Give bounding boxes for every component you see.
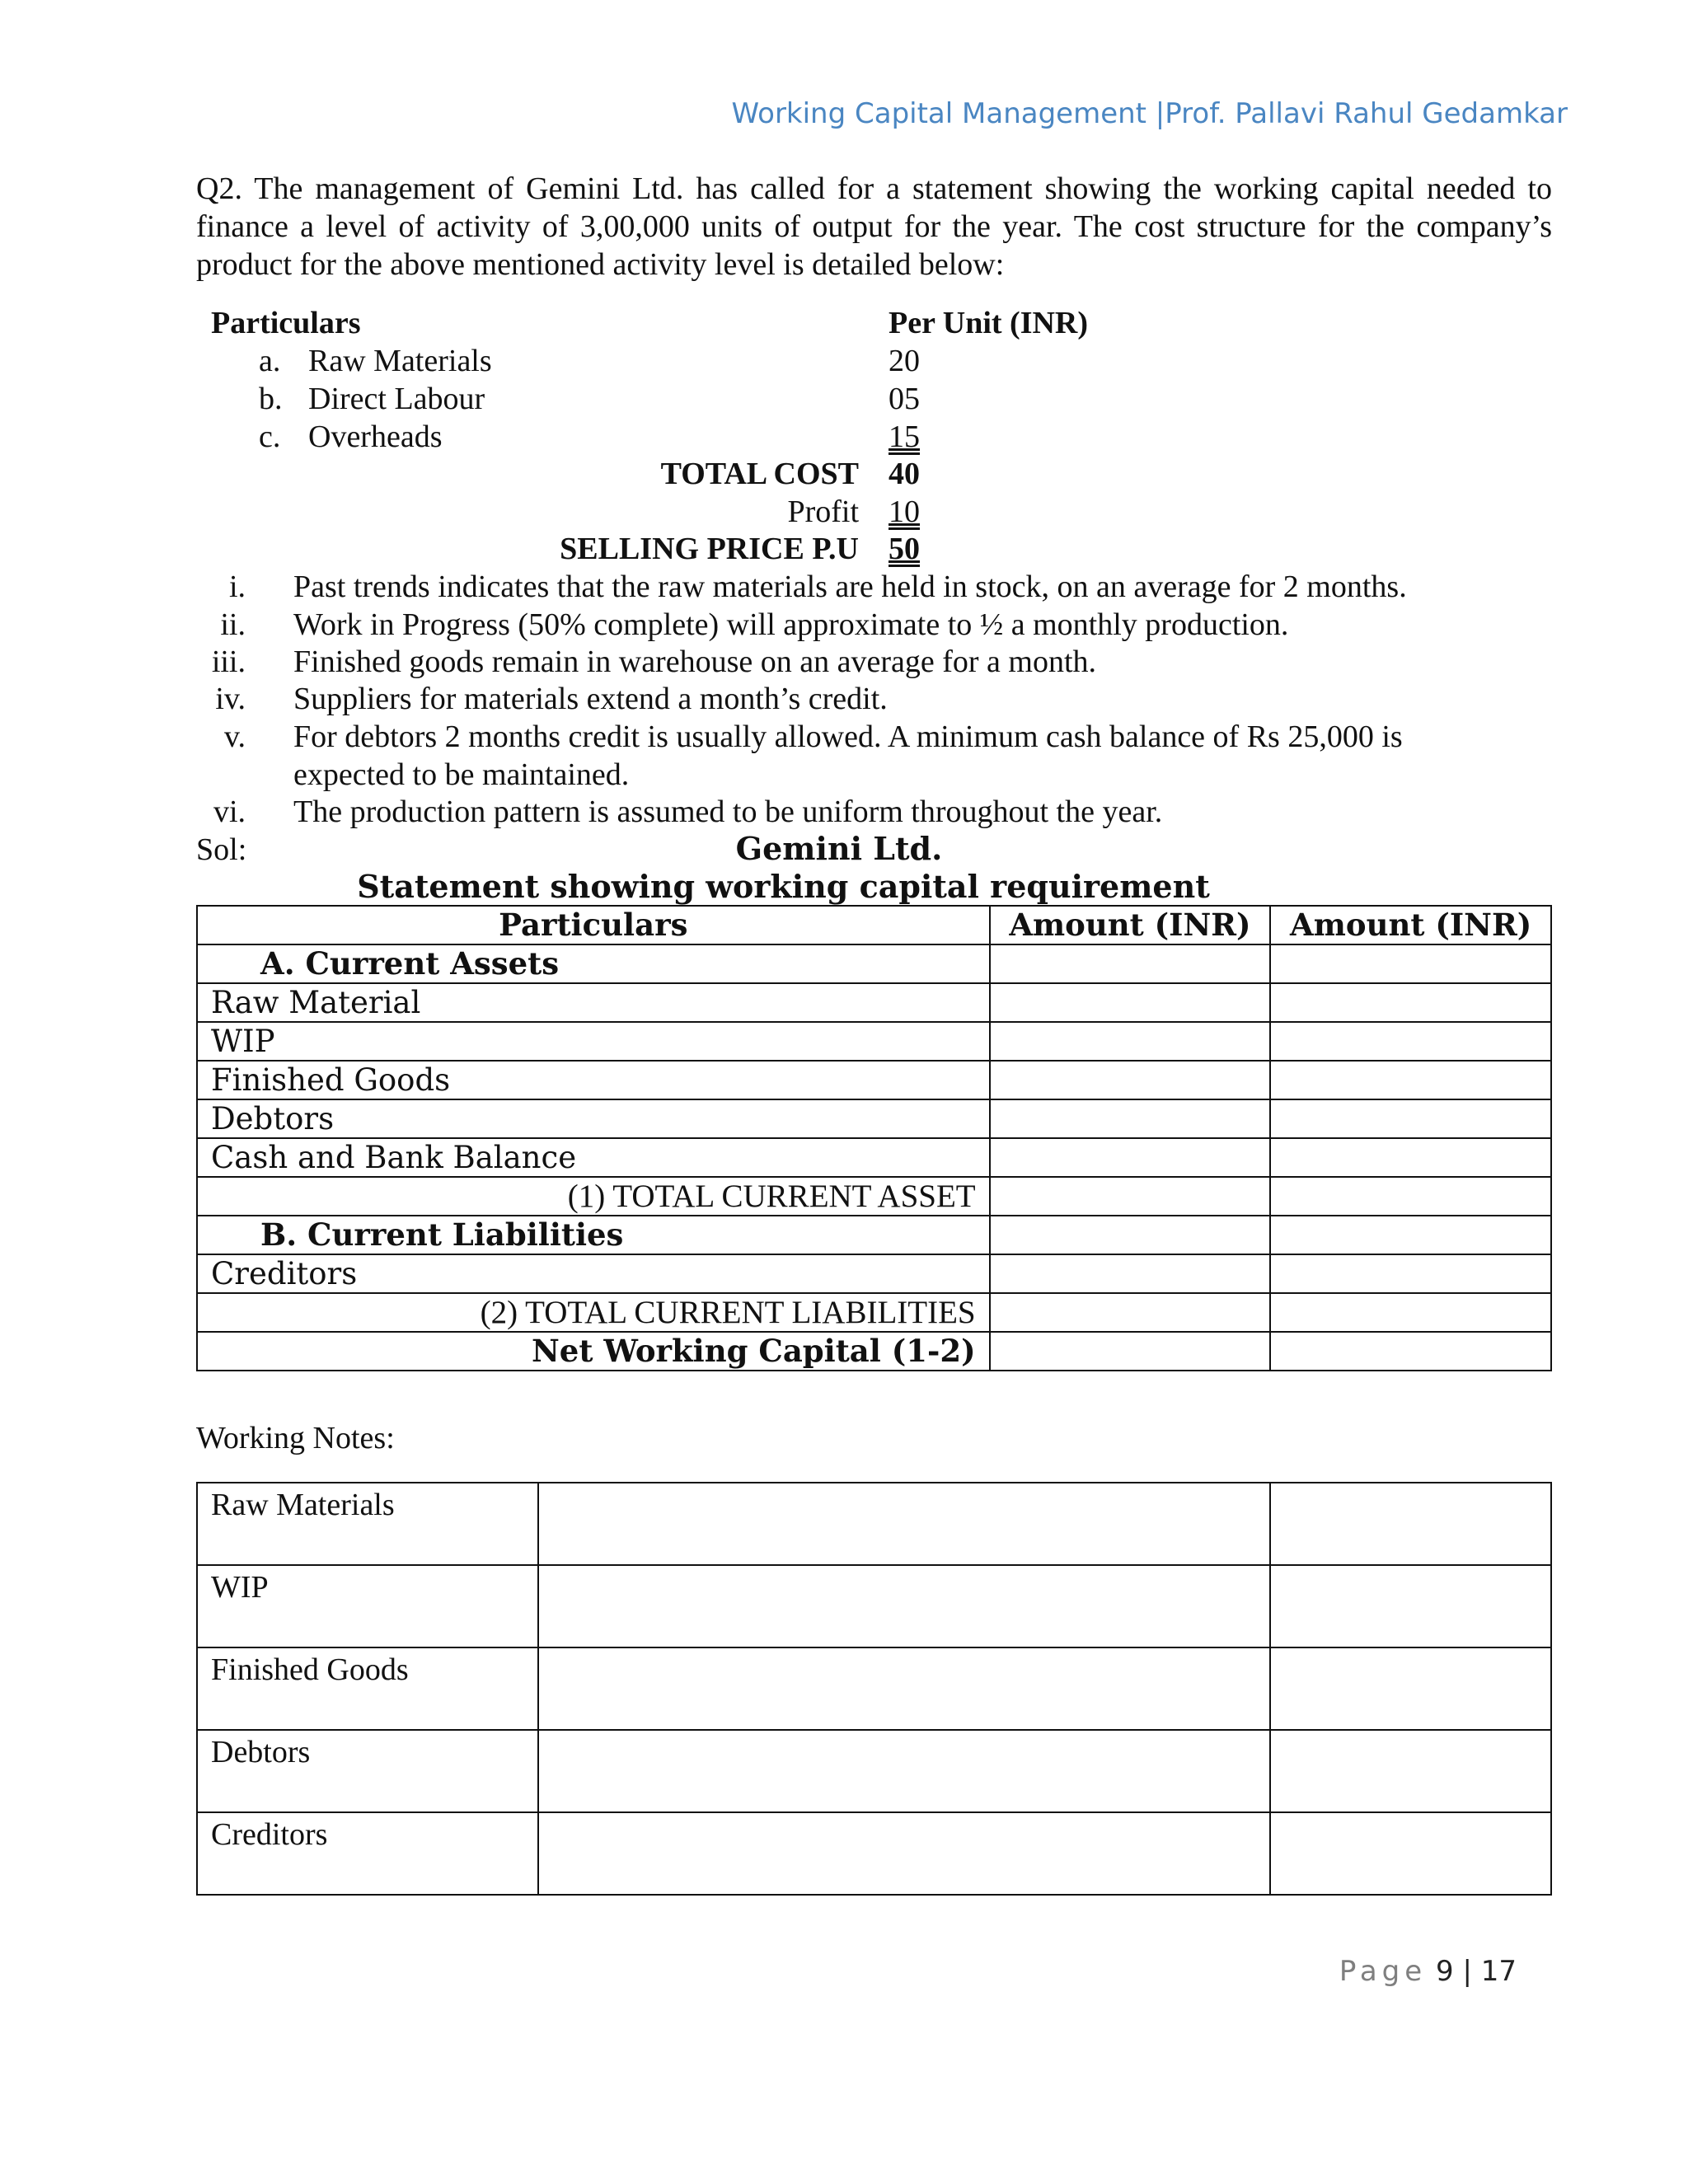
selling-price-value: 50 <box>889 532 920 566</box>
amount-cell <box>990 1216 1271 1254</box>
amount-cell <box>990 983 1271 1022</box>
total-current-liabilities-label: (2) TOTAL CURRENT LIABILITIES <box>197 1293 990 1332</box>
note-cell <box>1270 1730 1551 1812</box>
assumption-number: v. <box>223 719 246 754</box>
profit-value: 10 <box>889 494 920 529</box>
row-label: Creditors <box>197 1254 990 1293</box>
total-cost-label: TOTAL COST <box>660 457 859 491</box>
amount-cell <box>990 1177 1271 1216</box>
amount-cell <box>990 1138 1271 1177</box>
amount-cell <box>1270 1293 1551 1332</box>
table-row <box>197 1332 1551 1371</box>
total-cost-value: 40 <box>889 457 920 491</box>
question-text: Q2. The management of Gemini Ltd. has called for a statement showing the working capital needed to finance a level of activity of 3,00,000 units of output for the year. The cost structure for the company’s product for the above mentioned activity level is detailed below: <box>196 171 1552 282</box>
amount-cell <box>1270 1099 1551 1138</box>
table-row <box>197 1293 1551 1332</box>
amount-cell <box>1270 1022 1551 1061</box>
table-row <box>197 1099 1551 1138</box>
page-header: Working Capital Management |Prof. Pallavi Rahul Gedamkar <box>731 97 1568 130</box>
cost-item-letter: a. <box>259 344 281 378</box>
table-row <box>197 1138 1551 1177</box>
cost-item-value: 20 <box>889 344 920 378</box>
net-working-capital-label: Net Working Capital (1-2) <box>197 1332 990 1371</box>
amount-cell <box>990 1061 1271 1099</box>
row-label: Debtors <box>197 1099 990 1138</box>
amount-cell <box>1270 1177 1551 1216</box>
assumption-text-continued: expected to be maintained. <box>293 757 630 792</box>
table-header-row <box>197 906 1551 944</box>
row-label: Raw Material <box>197 983 990 1022</box>
page-footer <box>1339 1955 1517 1988</box>
table-row <box>197 983 1551 1022</box>
page-separator: | <box>1462 1955 1472 1988</box>
cost-item-letter: c. <box>259 419 281 454</box>
note-cell <box>538 1730 1271 1812</box>
cost-item-label: Overheads <box>308 419 443 454</box>
table-row <box>197 1647 1551 1730</box>
amount-cell <box>1270 983 1551 1022</box>
assumption-text: Work in Progress (50% complete) will approximate to ½ a monthly production. <box>293 607 1289 642</box>
company-name: Gemini Ltd. <box>735 830 943 867</box>
statement-title: Statement showing working capital requirement <box>357 868 1210 905</box>
note-cell <box>1270 1565 1551 1647</box>
header-amount-1: Amount (INR) <box>990 906 1271 944</box>
assumption-number: iii. <box>211 644 246 679</box>
note-cell <box>538 1483 1271 1565</box>
amount-cell <box>990 1099 1271 1138</box>
note-label: Creditors <box>197 1812 538 1895</box>
assumption-number: i. <box>228 569 246 604</box>
amount-cell <box>990 1022 1271 1061</box>
note-label: Debtors <box>197 1730 538 1812</box>
note-cell <box>538 1647 1271 1730</box>
profit-label: Profit <box>787 494 859 529</box>
section-current-liabilities: B. Current Liabilities <box>197 1216 990 1254</box>
assumption-number: iv. <box>215 682 246 716</box>
assumption-text: For debtors 2 months credit is usually allowed. A minimum cash balance of Rs 25,000 is <box>293 719 1403 754</box>
note-cell <box>1270 1647 1551 1730</box>
table-row <box>197 1061 1551 1099</box>
note-label: Raw Materials <box>197 1483 538 1565</box>
table-row <box>197 1022 1551 1061</box>
page-number: 9 <box>1436 1955 1454 1988</box>
page-word: Page <box>1339 1955 1428 1988</box>
working-notes-title: Working Notes: <box>196 1421 395 1455</box>
amount-cell <box>990 1332 1271 1371</box>
amount-cell <box>990 944 1271 983</box>
row-label: Finished Goods <box>197 1061 990 1099</box>
amount-cell <box>990 1254 1271 1293</box>
row-label: WIP <box>197 1022 990 1061</box>
note-cell <box>1270 1483 1551 1565</box>
amount-cell <box>1270 1332 1551 1371</box>
table-row <box>197 1483 1551 1565</box>
cost-item-letter: b. <box>259 382 283 416</box>
assumption-number: ii. <box>220 607 246 642</box>
amount-cell <box>990 1293 1271 1332</box>
amount-cell <box>1270 944 1551 983</box>
table-row <box>197 1216 1551 1254</box>
working-notes-table <box>196 1482 1552 1896</box>
assumption-text: Suppliers for materials extend a month’s credit. <box>293 682 888 716</box>
section-current-assets: A. Current Assets <box>197 944 990 983</box>
total-current-assets-label: (1) TOTAL CURRENT ASSET <box>197 1177 990 1216</box>
solution-label: Sol: <box>196 832 247 867</box>
note-label: Finished Goods <box>197 1647 538 1730</box>
assumption-text: Past trends indicates that the raw materials are held in stock, on an average for 2 months. <box>293 569 1407 604</box>
amount-cell <box>1270 1254 1551 1293</box>
row-label: Cash and Bank Balance <box>197 1138 990 1177</box>
header-amount-2: Amount (INR) <box>1270 906 1551 944</box>
table-row <box>197 1812 1551 1895</box>
cost-item-value: 15 <box>889 419 920 454</box>
header-particulars: Particulars <box>197 906 990 944</box>
amount-cell <box>1270 1061 1551 1099</box>
amount-cell <box>1270 1138 1551 1177</box>
cost-col-per-unit: Per Unit (INR) <box>889 306 1089 340</box>
cost-item-value: 05 <box>889 382 920 416</box>
cost-col-particulars: Particulars <box>211 306 361 340</box>
table-row <box>197 1177 1551 1216</box>
note-cell <box>1270 1812 1551 1895</box>
note-label: WIP <box>197 1565 538 1647</box>
table-row <box>197 944 1551 983</box>
assumption-number: vi. <box>213 794 246 829</box>
note-cell <box>538 1565 1271 1647</box>
note-cell <box>538 1812 1271 1895</box>
page-total: 17 <box>1480 1955 1517 1988</box>
table-row <box>197 1254 1551 1293</box>
table-row <box>197 1565 1551 1647</box>
assumption-text: Finished goods remain in warehouse on an average for a month. <box>293 644 1097 679</box>
assumption-text: The production pattern is assumed to be uniform throughout the year. <box>293 794 1163 829</box>
table-row <box>197 1730 1551 1812</box>
selling-price-label: SELLING PRICE P.U <box>560 532 859 566</box>
working-capital-statement-table <box>196 905 1552 1371</box>
amount-cell <box>1270 1216 1551 1254</box>
cost-item-label: Raw Materials <box>308 344 492 378</box>
cost-item-label: Direct Labour <box>308 382 485 416</box>
